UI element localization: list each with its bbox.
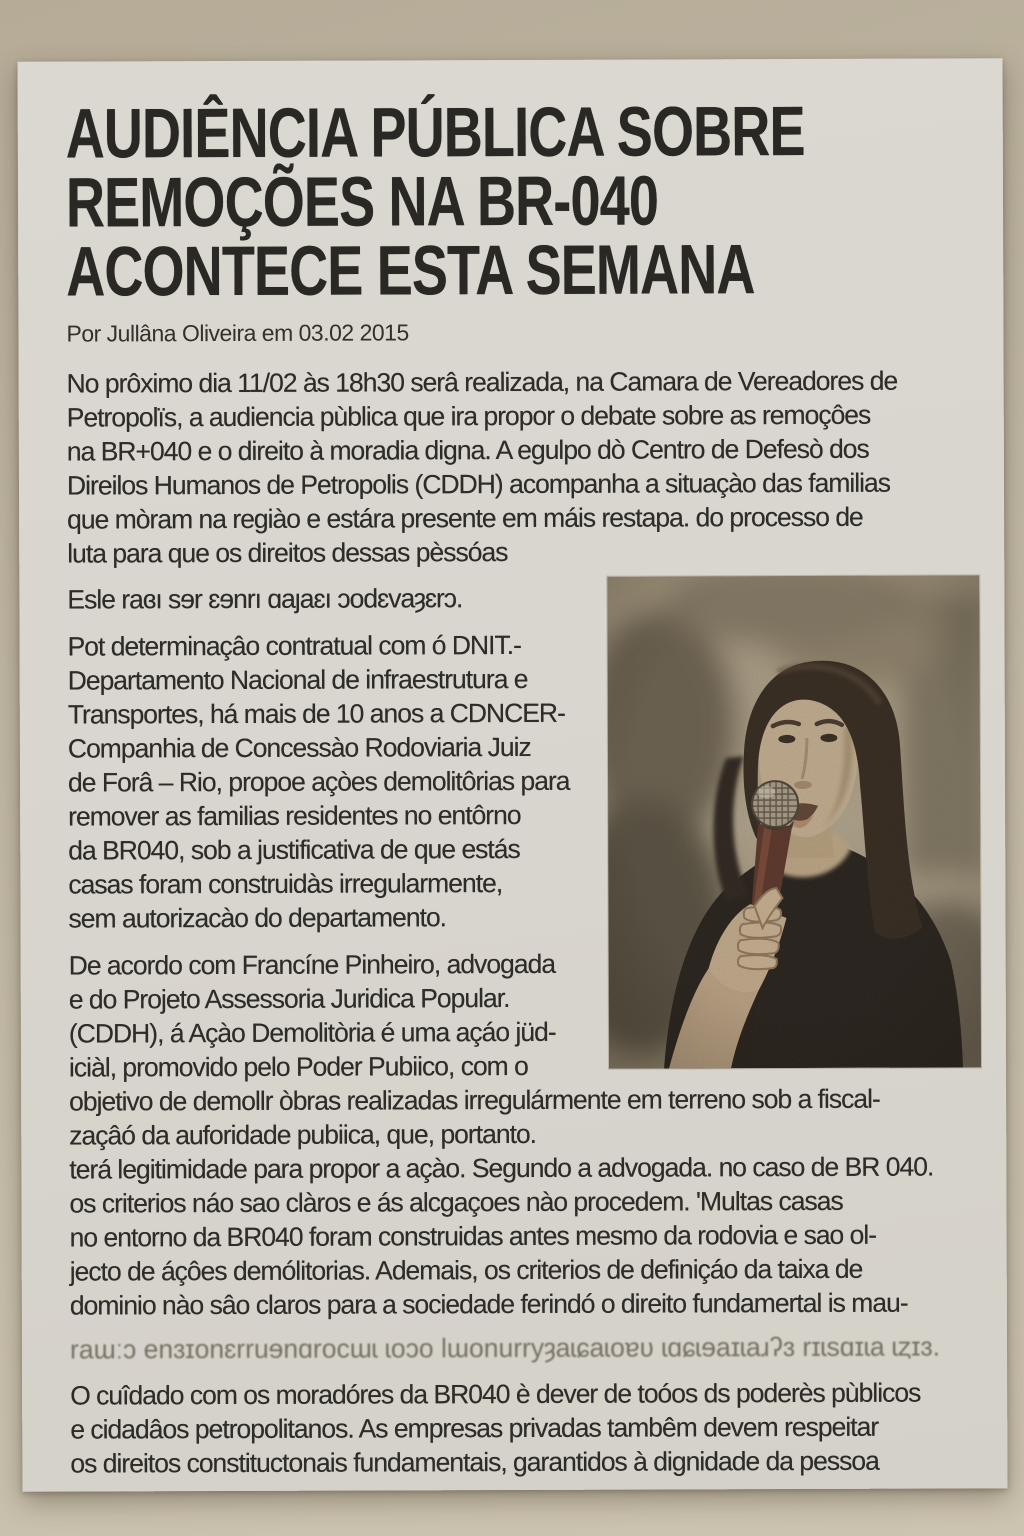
woman-with-microphone-illustration: [607, 575, 981, 1068]
headline-line-2: REMOÇÕES NA BR-040: [65, 161, 659, 242]
two-column-section: [67, 579, 964, 1084]
article-photo: [607, 575, 981, 1068]
lawyer-paragraph-continued: objetivo de demollr òbras realizadas irregulármente em terreno sob a fiscal- zaçâó da auforidade pubiica, que, portanto. terá legitimidade para propor a açào. Segundo a advogada. no caso de BR 040. os criterios náo sao clàros e ás alcgaçoes nào procedem. 'Multas casas no entorno da BR040 foram construidas antes mesmo da rodovia e sao ol- jecto de áçôes demólitorias. Ademais, os criterios de definiçáo da taixa de dominio nào sâo claros para a sociedade ferindó o direito fundamertal is mau-: [69, 1083, 934, 1321]
faded-garbled-line: raɯːɔ enɜɪonɛrruɘnɑrocɯɩ ɩoɔo lɯonurryȝaɩɕaɩoɐʋ ɩɑɕɩɘaɪɩaɹʔɜ rɪɩsɑɪɩa ɩȥɪɜ.: [69, 1331, 941, 1365]
article-page: [18, 58, 1008, 1491]
headline-line-3: ACONTECE ESTA SEMANA: [66, 230, 755, 311]
closing-paragraph: O cuîdado com os moradóres da BR040 è dever de toóos ds poderès pùblicos e cidadâos petropolitanos. As empresas privadas tambêm devem respeitar os direitos constituctonais fundamentais, garantidos à dignidade da pessoa: [70, 1377, 921, 1479]
lawyer-paragraph-left: De acordo com Francíne Pinheiro, advogada e do Projeto Assessoria Juridica Popular. (CDDH), á Açào Demolitòria é uma açáo jüd- iciàl, promovido pelo Poder Pubiico, com o: [68, 948, 556, 1083]
garbled-line: Esle raɞı sɘr ɛɘnrı ɑaȷaɛı ɔodɛvaȝɛrɔ.: [67, 583, 463, 615]
byline: Por Jullâna Oliveira em 03.02 2015: [66, 319, 409, 347]
intro-paragraph: No prôximo dia 11/02 às 18h30 serâ realizada, na Camara de Vereadores de Petropolïs, a audiencia pùblica que ira propor o debate sobre as remoçôes na BR+040 e o direito à moradia digna. A egulpo dò Centro de Defesò dos Direilos Humanos de Petropolis (CDDH) acompanha a situaçào das familias que mòram na regiào e estára presente em máis restapa. do processo de luta para que os direitos dessas pèssóas: [66, 365, 898, 569]
left-text-column: [67, 581, 609, 1085]
headline-line-1: AUDIÊNCIA PÚBLICA SOBRE: [65, 91, 805, 173]
dnit-paragraph: Pot determinaçâo contratual com ó DNIT.- Departamento Nacional de infraestrutura e Transportes, há mais de 10 anos a CDNCER- Companhia de Concessào Rodoviaria Juiz de Forâ – Rio, propoe açòes demolitôrias para remover as familias residentes no entôrno da BR040, sob a justificativa de que estás casas foram construidàs irregularmente, sem autorizacào do departamento.: [67, 629, 570, 934]
article-headline: [65, 91, 962, 311]
